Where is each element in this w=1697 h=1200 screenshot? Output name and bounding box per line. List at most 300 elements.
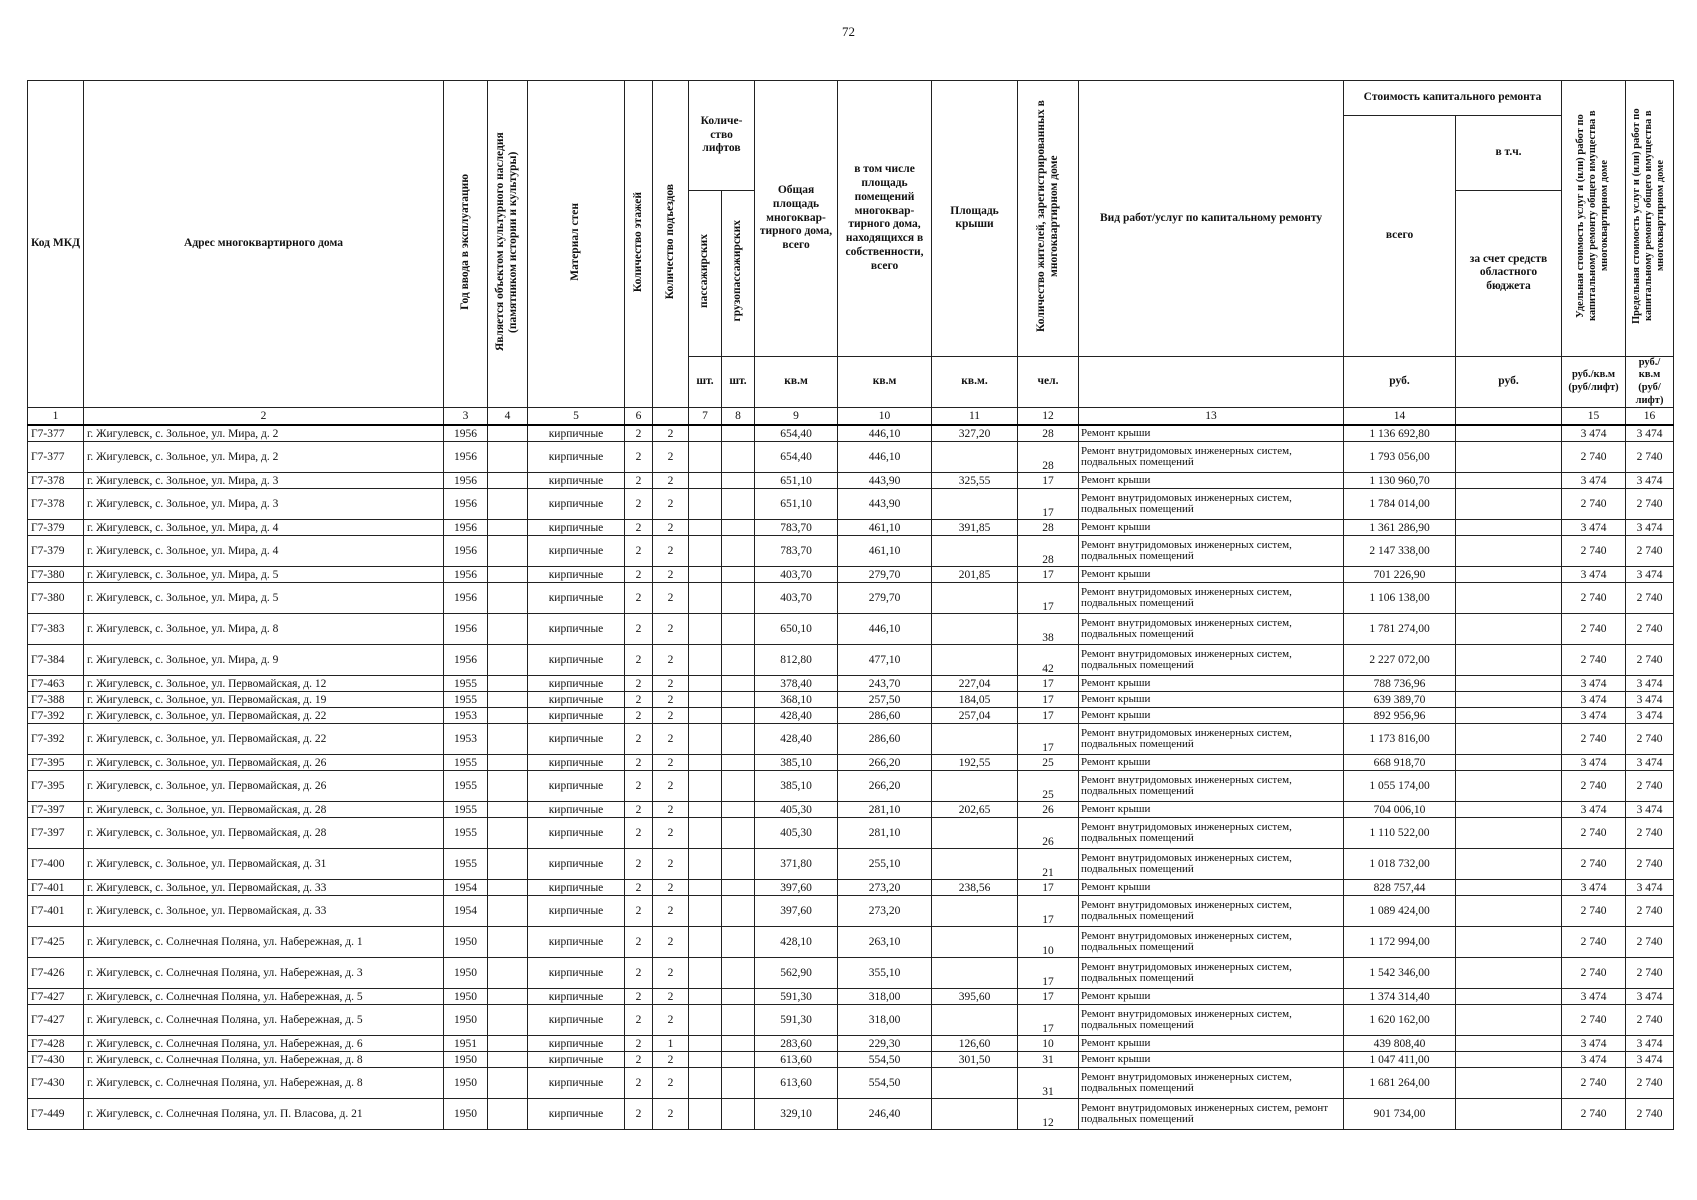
cell-cost: 704 006,10 [1344, 802, 1456, 818]
cell-heritage [488, 583, 528, 614]
cell-heritage [488, 1099, 528, 1130]
cell-cost: 1 173 816,00 [1344, 724, 1456, 755]
cell-owned-area: 318,00 [838, 989, 932, 1005]
cell-cost: 1 018 732,00 [1344, 849, 1456, 880]
cell-lifts-freight [722, 1068, 755, 1099]
cell-total-area: 562,90 [755, 958, 838, 989]
cell-owned-area: 266,20 [838, 771, 932, 802]
cell-cost: 901 734,00 [1344, 1099, 1456, 1130]
cell-heritage [488, 989, 528, 1005]
cell-unit-cost: 3 474 [1562, 880, 1626, 896]
cell-work-type: Ремонт внутридомовых инженерных систем, подвальных помещений [1079, 645, 1344, 676]
cell-code: Г7-425 [28, 927, 84, 958]
cell-regional [1456, 1052, 1562, 1068]
table-row [28, 880, 1674, 896]
cell-code: Г7-430 [28, 1052, 84, 1068]
cell-walls: кирпичные [528, 536, 625, 567]
unit-sqm: кв.м [755, 356, 838, 407]
cell-entrances: 2 [653, 1005, 689, 1036]
cell-owned-area: 477,10 [838, 645, 932, 676]
cell-lifts-freight [722, 771, 755, 802]
header-cost: Стоимость капитального ремонта [1344, 81, 1562, 116]
cell-lifts-passenger [689, 896, 722, 927]
header-owned-area: в том числе площадь помещений многоквар-тирного дома, находящихся в собственности, всего [838, 81, 932, 357]
cell-floors: 2 [625, 802, 653, 818]
cell-lifts-passenger [689, 927, 722, 958]
cell-roof-area [932, 724, 1018, 755]
cell-unit-cost: 3 474 [1562, 802, 1626, 818]
cell-heritage [488, 755, 528, 771]
cell-work-type: Ремонт внутридомовых инженерных систем, подвальных помещений [1079, 818, 1344, 849]
cell-cost: 1 047 411,00 [1344, 1052, 1456, 1068]
cell-address: г. Жигулевск, с. Зольное, ул. Первомайская, д. 26 [84, 755, 444, 771]
cell-cost: 639 389,70 [1344, 692, 1456, 708]
cell-lifts-passenger [689, 1068, 722, 1099]
cell-regional [1456, 645, 1562, 676]
cell-unit-cost: 3 474 [1562, 676, 1626, 692]
cell-entrances: 2 [653, 849, 689, 880]
cell-owned-area: 446,10 [838, 442, 932, 473]
cell-total-area: 783,70 [755, 536, 838, 567]
cell-regional [1456, 583, 1562, 614]
cell-residents: 17 [1018, 489, 1079, 520]
cell-regional [1456, 802, 1562, 818]
cell-heritage [488, 692, 528, 708]
cell-heritage [488, 645, 528, 676]
cell-entrances: 2 [653, 1052, 689, 1068]
table-body [28, 408, 1674, 1130]
cell-lifts-freight [722, 989, 755, 1005]
table-row [28, 520, 1674, 536]
cell-work-type: Ремонт внутридомовых инженерных систем, подвальных помещений [1079, 849, 1344, 880]
cell-walls: кирпичные [528, 1068, 625, 1099]
cell-cost: 788 736,96 [1344, 676, 1456, 692]
cell-heritage [488, 849, 528, 880]
cell-lifts-freight [722, 645, 755, 676]
cell-lifts-freight [722, 676, 755, 692]
cell-lifts-freight [722, 755, 755, 771]
cell-heritage [488, 614, 528, 645]
cell-owned-area: 286,60 [838, 708, 932, 724]
header-entrances: Количество подъездов [653, 81, 689, 408]
cell-lifts-freight [722, 583, 755, 614]
cell-address: г. Жигулевск, с. Зольное, ул. Первомайская, д. 12 [84, 676, 444, 692]
cell-year: 1955 [444, 755, 488, 771]
column-number: 9 [755, 408, 838, 426]
cell-code: Г7-392 [28, 724, 84, 755]
cell-residents: 28 [1018, 425, 1079, 442]
cell-roof-area: 227,04 [932, 676, 1018, 692]
cell-total-area: 783,70 [755, 520, 838, 536]
table-row [28, 1005, 1674, 1036]
cell-residents: 25 [1018, 771, 1079, 802]
cell-walls: кирпичные [528, 520, 625, 536]
unit-sqm: кв.м. [932, 356, 1018, 407]
cell-residents: 17 [1018, 958, 1079, 989]
cell-walls: кирпичные [528, 802, 625, 818]
cell-address: г. Жигулевск, с. Солнечная Поляна, ул. Набережная, д. 1 [84, 927, 444, 958]
cell-unit-cost: 2 740 [1562, 1068, 1626, 1099]
cell-lifts-passenger [689, 708, 722, 724]
cell-max-cost: 2 740 [1626, 583, 1674, 614]
cell-year: 1950 [444, 927, 488, 958]
cell-walls: кирпичные [528, 676, 625, 692]
cell-address: г. Жигулевск, с. Зольное, ул. Мира, д. 5 [84, 583, 444, 614]
cell-year: 1956 [444, 567, 488, 583]
cell-roof-area [932, 442, 1018, 473]
cell-heritage [488, 708, 528, 724]
cell-address: г. Жигулевск, с. Зольное, ул. Мира, д. 4 [84, 536, 444, 567]
cell-regional [1456, 927, 1562, 958]
cell-year: 1956 [444, 442, 488, 473]
cell-code: Г7-380 [28, 567, 84, 583]
cell-residents: 17 [1018, 989, 1079, 1005]
cell-floors: 2 [625, 676, 653, 692]
column-number: 14 [1344, 408, 1456, 426]
column-number: 6 [625, 408, 653, 426]
cell-unit-cost: 3 474 [1562, 520, 1626, 536]
cell-year: 1953 [444, 724, 488, 755]
cell-address: г. Жигулевск, с. Солнечная Поляна, ул. Набережная, д. 8 [84, 1068, 444, 1099]
cell-entrances: 2 [653, 802, 689, 818]
cell-floors: 2 [625, 755, 653, 771]
cell-cost: 701 226,90 [1344, 567, 1456, 583]
cell-roof-area [932, 489, 1018, 520]
cell-address: г. Жигулевск, с. Зольное, ул. Первомайская, д. 22 [84, 724, 444, 755]
cell-total-area: 651,10 [755, 473, 838, 489]
table-row [28, 614, 1674, 645]
page-number: 72 [842, 24, 855, 39]
cell-unit-cost: 2 740 [1562, 724, 1626, 755]
cell-lifts-passenger [689, 818, 722, 849]
cell-owned-area: 286,60 [838, 724, 932, 755]
cell-owned-area: 263,10 [838, 927, 932, 958]
cell-walls: кирпичные [528, 692, 625, 708]
cell-code: Г7-430 [28, 1068, 84, 1099]
cell-entrances: 2 [653, 520, 689, 536]
cell-heritage [488, 676, 528, 692]
cell-code: Г7-426 [28, 958, 84, 989]
cell-lifts-passenger [689, 989, 722, 1005]
cell-regional [1456, 676, 1562, 692]
cell-code: Г7-463 [28, 676, 84, 692]
cell-year: 1951 [444, 1036, 488, 1052]
column-number: 11 [932, 408, 1018, 426]
cell-total-area: 654,40 [755, 425, 838, 442]
cell-entrances: 2 [653, 536, 689, 567]
cell-max-cost: 3 474 [1626, 692, 1674, 708]
cell-address: г. Жигулевск, с. Зольное, ул. Первомайская, д. 28 [84, 802, 444, 818]
cell-walls: кирпичные [528, 489, 625, 520]
cell-code: Г7-397 [28, 818, 84, 849]
cell-walls: кирпичные [528, 1036, 625, 1052]
cell-residents: 17 [1018, 724, 1079, 755]
cell-total-area: 428,40 [755, 708, 838, 724]
cell-residents: 31 [1018, 1052, 1079, 1068]
cell-cost: 1 089 424,00 [1344, 896, 1456, 927]
cell-total-area: 397,60 [755, 896, 838, 927]
cell-cost: 2 227 072,00 [1344, 645, 1456, 676]
cell-lifts-passenger [689, 520, 722, 536]
cell-address: г. Жигулевск, с. Зольное, ул. Первомайская, д. 19 [84, 692, 444, 708]
cell-total-area: 591,30 [755, 989, 838, 1005]
cell-lifts-freight [722, 1052, 755, 1068]
cell-code: Г7-379 [28, 536, 84, 567]
cell-unit-cost: 2 740 [1562, 771, 1626, 802]
cell-year: 1956 [444, 489, 488, 520]
cell-owned-area: 443,90 [838, 489, 932, 520]
header-address: Адрес многоквартирного дома [84, 81, 444, 408]
cell-year: 1953 [444, 708, 488, 724]
cell-max-cost: 3 474 [1626, 755, 1674, 771]
cell-entrances: 2 [653, 771, 689, 802]
cell-code: Г7-378 [28, 489, 84, 520]
cell-cost: 1 055 174,00 [1344, 771, 1456, 802]
unit-rate: руб./кв.м (руб/лифт) [1562, 356, 1626, 407]
unit-people: чел. [1018, 356, 1079, 407]
cell-unit-cost: 3 474 [1562, 755, 1626, 771]
cell-max-cost: 3 474 [1626, 676, 1674, 692]
cell-work-type: Ремонт крыши [1079, 473, 1344, 489]
cell-work-type: Ремонт внутридомовых инженерных систем, подвальных помещений [1079, 958, 1344, 989]
cell-address: г. Жигулевск, с. Зольное, ул. Мира, д. 2 [84, 442, 444, 473]
cell-address: г. Жигулевск, с. Зольное, ул. Первомайская, д. 28 [84, 818, 444, 849]
cell-entrances: 1 [653, 1036, 689, 1052]
table-row [28, 676, 1674, 692]
cell-floors: 2 [625, 958, 653, 989]
cell-cost: 1 172 994,00 [1344, 927, 1456, 958]
cell-total-area: 650,10 [755, 614, 838, 645]
column-number: 10 [838, 408, 932, 426]
cell-cost: 2 147 338,00 [1344, 536, 1456, 567]
cell-address: г. Жигулевск, с. Зольное, ул. Мира, д. 5 [84, 567, 444, 583]
cell-lifts-passenger [689, 676, 722, 692]
cell-entrances: 2 [653, 958, 689, 989]
cell-code: Г7-380 [28, 583, 84, 614]
column-number: 13 [1079, 408, 1344, 426]
cell-owned-area: 279,70 [838, 583, 932, 614]
cell-owned-area: 446,10 [838, 425, 932, 442]
cell-floors: 2 [625, 583, 653, 614]
cell-unit-cost: 3 474 [1562, 1052, 1626, 1068]
column-number: 12 [1018, 408, 1079, 426]
cell-year: 1956 [444, 520, 488, 536]
cell-owned-area: 461,10 [838, 520, 932, 536]
cell-address: г. Жигулевск, с. Зольное, ул. Первомайская, д. 31 [84, 849, 444, 880]
cell-address: г. Жигулевск, с. Солнечная Поляна, ул. Набережная, д. 3 [84, 958, 444, 989]
column-number: 16 [1626, 408, 1674, 426]
cell-regional [1456, 708, 1562, 724]
cell-heritage [488, 880, 528, 896]
cell-owned-area: 273,20 [838, 896, 932, 927]
cell-work-type: Ремонт внутридомовых инженерных систем, подвальных помещений [1079, 583, 1344, 614]
cell-total-area: 371,80 [755, 849, 838, 880]
cell-roof-area: 201,85 [932, 567, 1018, 583]
cell-owned-area: 461,10 [838, 536, 932, 567]
cell-walls: кирпичные [528, 1005, 625, 1036]
cell-unit-cost: 2 740 [1562, 1099, 1626, 1130]
cell-roof-area: 184,05 [932, 692, 1018, 708]
cell-max-cost: 2 740 [1626, 1068, 1674, 1099]
cell-heritage [488, 896, 528, 927]
cell-roof-area: 192,55 [932, 755, 1018, 771]
table-row [28, 849, 1674, 880]
cell-walls: кирпичные [528, 708, 625, 724]
cell-heritage [488, 802, 528, 818]
cell-lifts-passenger [689, 771, 722, 802]
cell-work-type: Ремонт крыши [1079, 520, 1344, 536]
cell-floors: 2 [625, 927, 653, 958]
cell-residents: 26 [1018, 802, 1079, 818]
cell-regional [1456, 614, 1562, 645]
cell-lifts-freight [722, 1005, 755, 1036]
cell-floors: 2 [625, 473, 653, 489]
column-number: 8 [722, 408, 755, 426]
table-row [28, 1052, 1674, 1068]
cell-roof-area: 395,60 [932, 989, 1018, 1005]
cell-owned-area: 229,30 [838, 1036, 932, 1052]
cell-heritage [488, 567, 528, 583]
cell-owned-area: 266,20 [838, 755, 932, 771]
cell-address: г. Жигулевск, с. Зольное, ул. Мира, д. 9 [84, 645, 444, 676]
table-row [28, 708, 1674, 724]
cell-walls: кирпичные [528, 849, 625, 880]
cell-entrances: 2 [653, 880, 689, 896]
cell-total-area: 385,10 [755, 755, 838, 771]
cell-roof-area [932, 896, 1018, 927]
cell-year: 1950 [444, 1068, 488, 1099]
cell-lifts-freight [722, 896, 755, 927]
table-row [28, 645, 1674, 676]
cell-unit-cost: 2 740 [1562, 849, 1626, 880]
cell-work-type: Ремонт крыши [1079, 425, 1344, 442]
cell-address: г. Жигулевск, с. Зольное, ул. Мира, д. 3 [84, 473, 444, 489]
cell-unit-cost: 3 474 [1562, 425, 1626, 442]
cell-year: 1956 [444, 645, 488, 676]
cell-roof-area [932, 771, 1018, 802]
cell-code: Г7-388 [28, 692, 84, 708]
cell-total-area: 329,10 [755, 1099, 838, 1130]
cell-work-type: Ремонт крыши [1079, 692, 1344, 708]
cell-residents: 28 [1018, 520, 1079, 536]
cell-unit-cost: 3 474 [1562, 989, 1626, 1005]
cell-cost: 1 361 286,90 [1344, 520, 1456, 536]
cell-residents: 17 [1018, 1005, 1079, 1036]
cell-unit-cost: 2 740 [1562, 958, 1626, 989]
table-row [28, 1036, 1674, 1052]
cell-unit-cost: 3 474 [1562, 692, 1626, 708]
cell-total-area: 428,40 [755, 724, 838, 755]
cell-work-type: Ремонт крыши [1079, 708, 1344, 724]
cell-floors: 2 [625, 896, 653, 927]
table-row [28, 536, 1674, 567]
cell-max-cost: 3 474 [1626, 567, 1674, 583]
column-number [1456, 408, 1562, 426]
cell-entrances: 2 [653, 927, 689, 958]
cell-address: г. Жигулевск, с. Зольное, ул. Первомайская, д. 26 [84, 771, 444, 802]
cell-lifts-passenger [689, 1052, 722, 1068]
cell-roof-area: 257,04 [932, 708, 1018, 724]
cell-lifts-freight [722, 849, 755, 880]
cell-total-area: 403,70 [755, 567, 838, 583]
cell-unit-cost: 3 474 [1562, 708, 1626, 724]
cell-code: Г7-401 [28, 896, 84, 927]
cell-lifts-freight [722, 880, 755, 896]
cell-residents: 21 [1018, 849, 1079, 880]
cell-roof-area: 327,20 [932, 425, 1018, 442]
header-unit-cost: Удельная стоимость услуг и (или) работ по капитальному ремонту общего имущества в многоквартирном доме [1562, 81, 1626, 357]
table-row [28, 1068, 1674, 1099]
cell-max-cost: 3 474 [1626, 520, 1674, 536]
cell-max-cost: 2 740 [1626, 927, 1674, 958]
cell-work-type: Ремонт внутридомовых инженерных систем, подвальных помещений [1079, 771, 1344, 802]
table-row [28, 896, 1674, 927]
cell-entrances: 2 [653, 708, 689, 724]
cell-total-area: 385,10 [755, 771, 838, 802]
cell-lifts-freight [722, 708, 755, 724]
cell-cost: 1 130 960,70 [1344, 473, 1456, 489]
cell-code: Г7-427 [28, 1005, 84, 1036]
header-passenger: пассажирских [689, 190, 722, 356]
cell-regional [1456, 536, 1562, 567]
cell-floors: 2 [625, 771, 653, 802]
cell-total-area: 405,30 [755, 802, 838, 818]
cell-walls: кирпичные [528, 818, 625, 849]
cell-heritage [488, 473, 528, 489]
cell-max-cost: 3 474 [1626, 880, 1674, 896]
cell-lifts-passenger [689, 442, 722, 473]
table-row [28, 755, 1674, 771]
cell-work-type: Ремонт внутридомовых инженерных систем, подвальных помещений [1079, 1005, 1344, 1036]
cell-lifts-passenger [689, 692, 722, 708]
cell-regional [1456, 958, 1562, 989]
cell-unit-cost: 3 474 [1562, 1036, 1626, 1052]
cell-total-area: 591,30 [755, 1005, 838, 1036]
cell-residents: 38 [1018, 614, 1079, 645]
cell-cost: 1 681 264,00 [1344, 1068, 1456, 1099]
cell-regional [1456, 520, 1562, 536]
cell-total-area: 397,60 [755, 880, 838, 896]
cell-code: Г7-377 [28, 442, 84, 473]
table-row [28, 692, 1674, 708]
cell-total-area: 654,40 [755, 442, 838, 473]
cell-owned-area: 281,10 [838, 802, 932, 818]
column-number [653, 408, 689, 426]
cell-code: Г7-449 [28, 1099, 84, 1130]
cell-floors: 2 [625, 536, 653, 567]
cell-code: Г7-377 [28, 425, 84, 442]
cell-owned-area: 318,00 [838, 1005, 932, 1036]
table-row [28, 771, 1674, 802]
cell-walls: кирпичные [528, 958, 625, 989]
cell-unit-cost: 2 740 [1562, 896, 1626, 927]
column-number: 15 [1562, 408, 1626, 426]
cell-work-type: Ремонт внутридомовых инженерных систем, подвальных помещений [1079, 489, 1344, 520]
cell-address: г. Жигулевск, с. Солнечная Поляна, ул. П. Власова, д. 21 [84, 1099, 444, 1130]
header-floors: Количество этажей [625, 81, 653, 408]
cell-heritage [488, 724, 528, 755]
cell-floors: 2 [625, 708, 653, 724]
cell-code: Г7-384 [28, 645, 84, 676]
column-number: 2 [84, 408, 444, 426]
cell-lifts-passenger [689, 536, 722, 567]
header-heritage: Является объектом культурного наследия (памятником истории и культуры) [488, 81, 528, 408]
cell-heritage [488, 771, 528, 802]
cell-floors: 2 [625, 1068, 653, 1099]
cell-residents: 10 [1018, 927, 1079, 958]
cell-cost: 1 106 138,00 [1344, 583, 1456, 614]
cell-entrances: 2 [653, 676, 689, 692]
